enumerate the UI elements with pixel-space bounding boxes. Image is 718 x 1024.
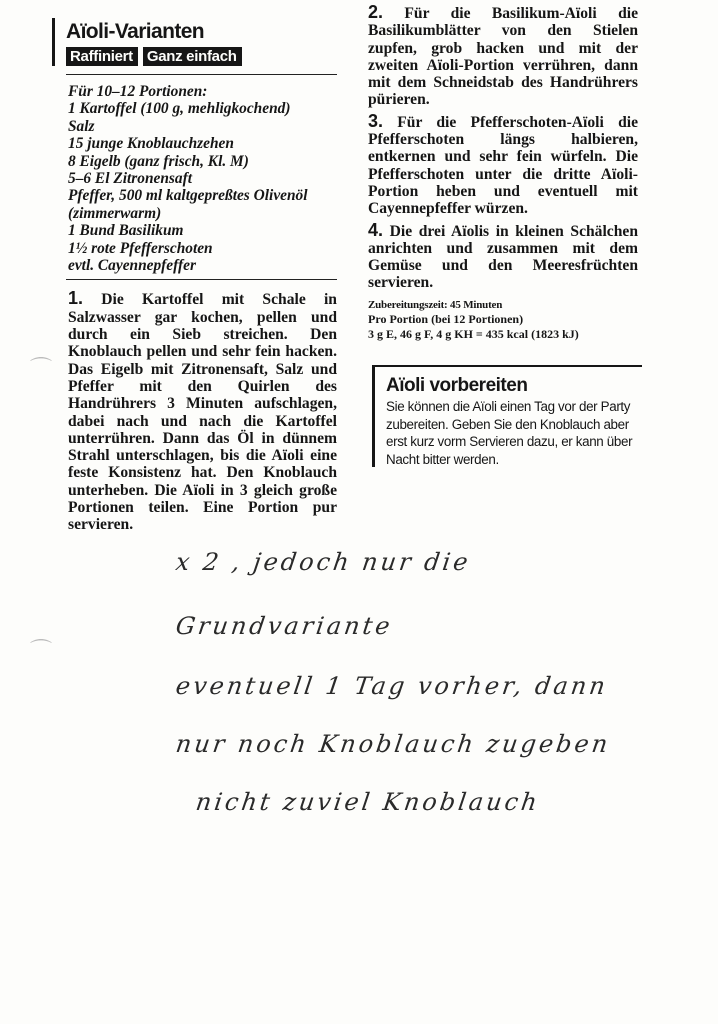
tip-box: [372, 365, 642, 469]
step-3: [368, 110, 638, 218]
step-text: Die Kartoffel mit Schale in Salzwasser gar kochen, pellen und durch ein Sieb streichen. Den Knoblauch pellen und sehr fein hacken. Das Eigelb mit Zitronensaft, Salz und Pfeffer mit den Quirlen des Handrührers 3 Minuten aufschlagen, dabei nach und nach die Kartoffel unterrühren. Dann das Öl in dünnem Strahl unterschlagen, bis die Aïoli eine feste Konsistenz hat. Den Knoblauch unterheben. Die Aïoli in 3 gleich große Portionen teilen. Eine Portion pur servieren.: [68, 291, 337, 534]
tip-box-top-rule: [372, 365, 642, 367]
handwritten-note-line: Grundvariante: [174, 612, 395, 640]
step-4: [368, 219, 638, 292]
preparation-info: [368, 298, 638, 342]
step-number: 3.: [368, 110, 384, 131]
per-portion-label: Pro Portion (bei 12 Portionen): [368, 312, 524, 327]
divider: [66, 74, 337, 75]
left-column: [54, 10, 337, 534]
ingredient-item: 8 Eigelb (ganz frisch, Kl. M): [68, 152, 249, 170]
ingredient-item: 15 junge Knoblauchzehen: [68, 135, 234, 153]
tip-box-text: Sie können die Aïoli einen Tag vor der Party zubereiten. Geben Sie den Knoblauch aber erst kurz vorm Servieren dazu, er kann über Nacht bitter werden.: [386, 399, 633, 467]
nutrition-values: 3 g E, 46 g F, 4 g KH = 435 kcal (1823 kJ): [368, 326, 579, 341]
tip-box-left-bar: [372, 365, 375, 467]
prep-time: Zubereitungszeit: 45 Minuten: [368, 298, 503, 311]
ingredient-item: 1½ rote Pfefferschoten: [68, 239, 213, 257]
step-1: [68, 290, 337, 533]
punch-mark: ⌒: [30, 357, 53, 382]
punch-mark: ⌒: [30, 639, 53, 664]
ingredient-list: [68, 83, 337, 274]
ingredient-item: 1 Bund Basilikum: [68, 222, 184, 240]
right-column: [368, 4, 638, 341]
handwritten-note-line: nur noch Knoblauch zugeben: [174, 730, 613, 758]
tag-effort: Ganz einfach: [143, 47, 242, 66]
recipe-tags: [66, 47, 337, 66]
divider: [66, 279, 337, 280]
tip-box-title: Aïoli vorbereiten: [386, 375, 528, 396]
handwritten-note-line: eventuell 1 Tag vorher, dann: [174, 672, 610, 700]
ingredient-item: Pfeffer, 500 ml kaltgepreßtes Olivenöl: [68, 187, 308, 205]
recipe-title: Aïoli-Varianten: [66, 20, 205, 43]
step-number: 1.: [68, 288, 84, 309]
step-2: [368, 4, 638, 109]
step-number: 4.: [368, 219, 384, 240]
step-text: Für die Basilikum-Aïoli die Basilikumblätter von den Stielen zupfen, grob hacken und mit der zweiten Aïoli-Portion verrühren, dann mit dem Schneidstab des Handrührers pürieren.: [368, 5, 638, 109]
ingredient-item: Salz: [68, 117, 95, 135]
ingredient-item: (zimmerwarm): [68, 204, 162, 222]
step-text: Die drei Aïolis in kleinen Schälchen anrichten und zusammen mit dem Gemüse und den Meeresfrüchten servieren.: [368, 222, 638, 292]
handwritten-note-line: nicht zuviel Knoblauch: [194, 788, 542, 816]
step-number: 2.: [368, 2, 384, 22]
ingredient-item: Für 10–12 Portionen:: [68, 83, 208, 100]
step-text: Für die Pfefferschoten-Aïoli die Pfefferschoten längs halbieren, entkernen und sehr fein würfeln. Die Pfefferschoten unter die dritte Aïoli-Portion heben und eventuell mit Cayennepfeffer würzen.: [368, 113, 638, 218]
tag-difficulty: Raffiniert: [66, 47, 138, 66]
handwritten-note-line: x 2 , jedoch nur die: [174, 548, 473, 576]
ingredient-item: evtl. Cayennepfeffer: [68, 257, 196, 275]
ingredient-item: 1 Kartoffel (100 g, mehligkochend): [68, 100, 291, 118]
ingredient-item: 5–6 El Zitronensaft: [68, 170, 192, 188]
